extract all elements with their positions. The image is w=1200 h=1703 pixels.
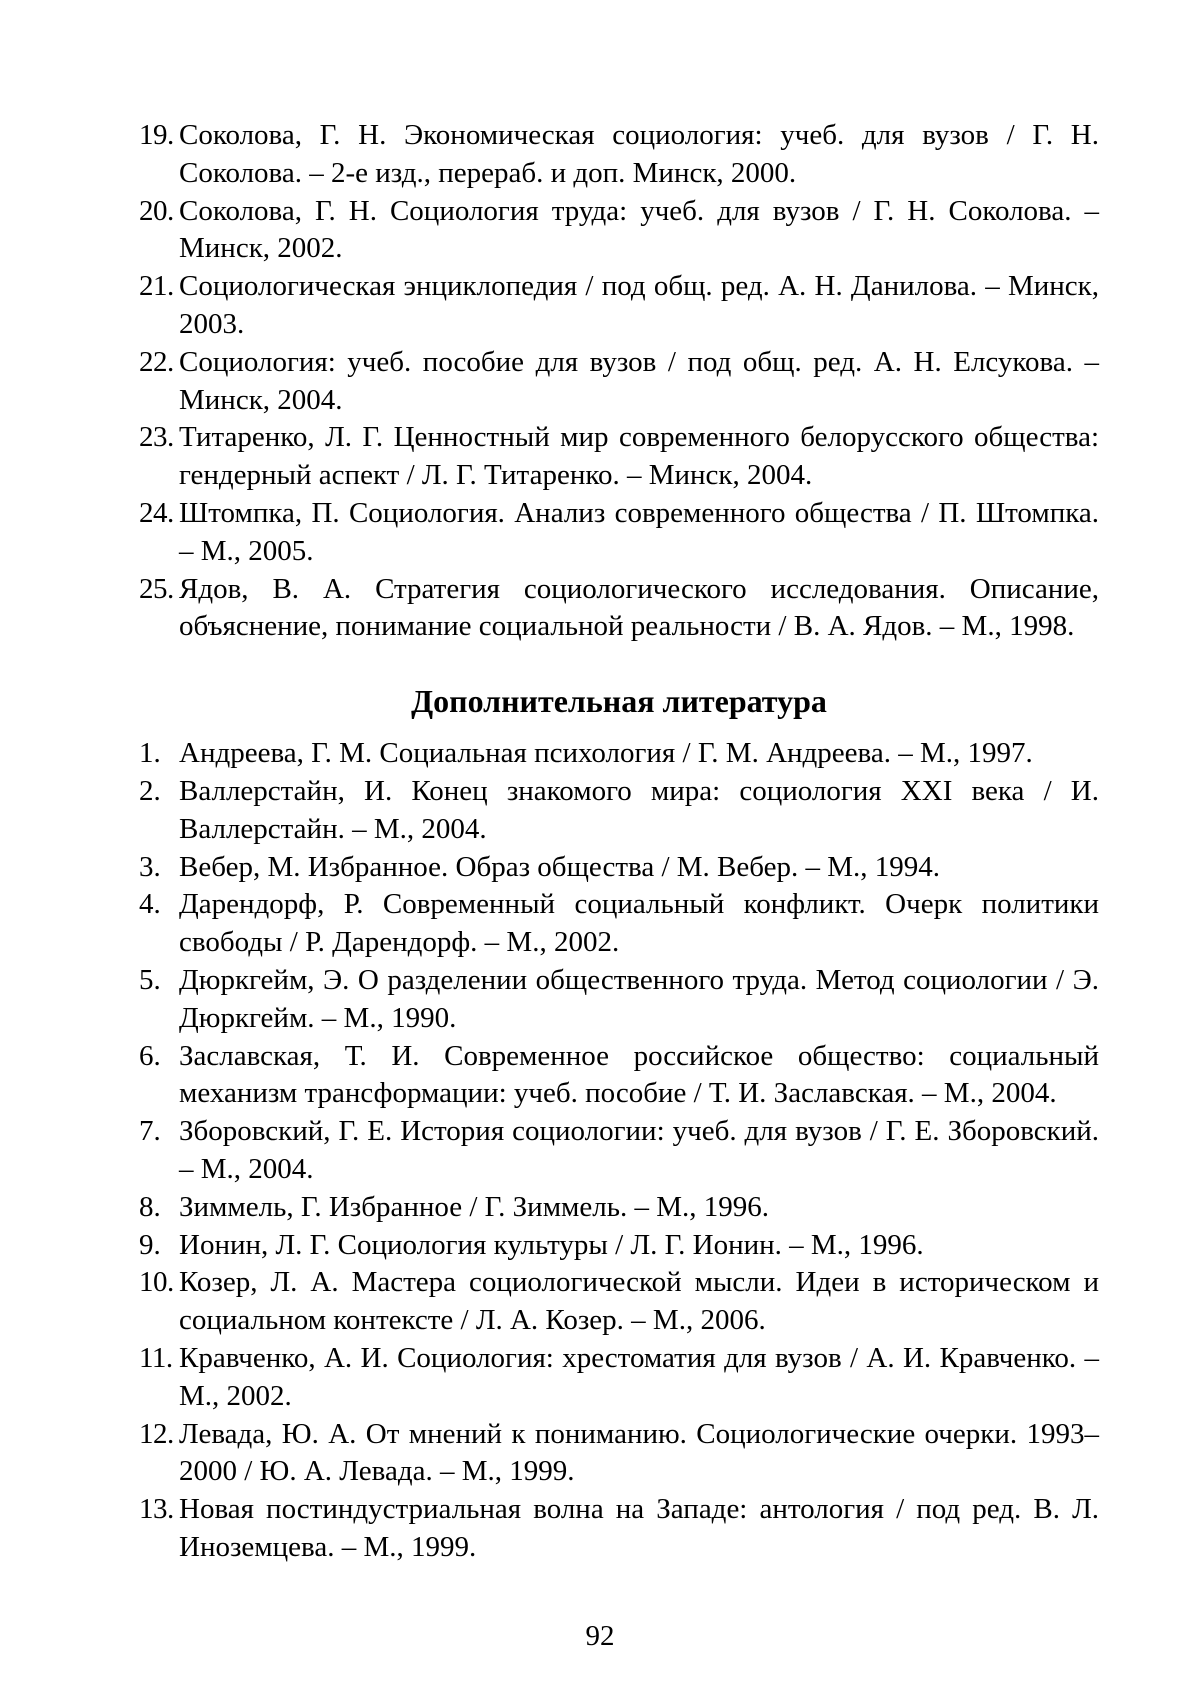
reference-item xyxy=(139,1416,1099,1492)
additional-reference-list xyxy=(139,735,1099,1567)
reference-item xyxy=(139,735,1099,773)
reference-text: Козер, Л. А. Мастера социологической мысли. Идеи в историческом и социальном контексте / Л. А. Козер. – М., 2006. xyxy=(179,1266,1099,1337)
reference-item xyxy=(139,886,1099,962)
reference-item xyxy=(139,193,1099,269)
reference-number: 9. xyxy=(139,1228,161,1261)
reference-item xyxy=(139,849,1099,887)
reference-number: 21. xyxy=(139,270,174,303)
reference-number: 8. xyxy=(139,1190,161,1223)
reference-text: Ионин, Л. Г. Социология культуры / Л. Г. Ионин. – М., 1996. xyxy=(179,1228,924,1261)
reference-number: 6. xyxy=(139,1039,161,1072)
reference-number: 24. xyxy=(139,496,174,529)
reference-number: 2. xyxy=(139,774,161,807)
reference-item xyxy=(139,1189,1099,1227)
reference-text: Социологическая энциклопедия / под общ. ред. А. Н. Данилова. – Минск, 2003. xyxy=(179,270,1099,340)
reference-text: Зборовский, Г. Е. История социологии: учеб. для вузов / Г. Е. Зборовский. – М., 2004. xyxy=(179,1115,1099,1185)
reference-item xyxy=(139,1340,1099,1416)
reference-text: Новая постиндустриальная волна на Западе: антология / под ред. В. Л. Иноземцева. – М., 1999. xyxy=(179,1493,1099,1563)
page-content xyxy=(139,117,1099,1567)
reference-item xyxy=(139,1113,1099,1189)
reference-text: Дюркгейм, Э. О разделении общественного труда. Метод социологии / Э. Дюркгейм. – М., 1990. xyxy=(179,963,1099,1034)
reference-text: Дарендорф, Р. Современный социальный конфликт. Очерк политики свободы / Р. Дарендорф. – М., 2002. xyxy=(179,888,1099,959)
reference-text: Титаренко, Л. Г. Ценностный мир современного белорусского общества: гендерный аспект / Л. Г. Титаренко. – Минск, 2004. xyxy=(179,421,1099,492)
reference-text: Андреева, Г. М. Социальная психология / Г. М. Андреева. – М., 1997. xyxy=(179,737,1033,770)
reference-item xyxy=(139,1227,1099,1265)
reference-item xyxy=(139,117,1099,193)
reference-text: Социология: учеб. пособие для вузов / под общ. ред. А. Н. Елсукова. – Минск, 2004. xyxy=(179,345,1099,416)
reference-item xyxy=(139,1038,1099,1114)
main-reference-list xyxy=(139,117,1099,646)
reference-number: 12. xyxy=(139,1417,174,1450)
reference-text: Зиммель, Г. Избранное / Г. Зиммель. – М., 1996. xyxy=(179,1190,770,1223)
reference-text: Соколова, Г. Н. Социология труда: учеб. для вузов / Г. Н. Соколова. – Минск, 2002. xyxy=(179,194,1099,265)
reference-number: 3. xyxy=(139,850,161,883)
reference-number: 25. xyxy=(139,572,174,605)
reference-item xyxy=(139,571,1099,647)
reference-item xyxy=(139,344,1099,420)
reference-text: Левада, Ю. А. От мнений к пониманию. Социологические очерки. 1993–2000 / Ю. А. Левада. – М., 1999. xyxy=(179,1417,1099,1488)
reference-number: 22. xyxy=(139,345,174,378)
reference-item xyxy=(139,773,1099,849)
reference-item xyxy=(139,1264,1099,1340)
reference-item xyxy=(139,495,1099,571)
reference-text: Штомпка, П. Социология. Анализ современного общества / П. Штомпка. – М., 2005. xyxy=(179,496,1099,567)
reference-item xyxy=(139,268,1099,344)
reference-text: Заславская, Т. И. Современное российское общество: социальный механизм трансформации: учеб. пособие / Т. И. Заславская. – М., 2004. xyxy=(179,1039,1099,1110)
reference-text: Валлерстайн, И. Конец знакомого мира: социология XXI века / И. Валлерстайн. – М., 2004. xyxy=(179,774,1099,845)
reference-number: 10. xyxy=(139,1266,174,1299)
reference-number: 5. xyxy=(139,963,161,996)
reference-number: 11. xyxy=(139,1341,173,1374)
reference-number: 4. xyxy=(139,888,161,921)
reference-item xyxy=(139,419,1099,495)
reference-text: Кравченко, А. И. Социология: хрестоматия для вузов / А. И. Кравченко. – М., 2002. xyxy=(179,1341,1099,1412)
reference-number: 7. xyxy=(139,1115,161,1148)
reference-text: Ядов, В. А. Стратегия социологического исследования. Описание, объяснение, понимание социальной реальности / В. А. Ядов. – М., 1998. xyxy=(179,572,1099,643)
reference-number: 20. xyxy=(139,194,174,227)
section-heading: Дополнительная литература xyxy=(411,683,827,720)
reference-number: 23. xyxy=(139,421,174,454)
reference-number: 19. xyxy=(139,119,174,151)
reference-number: 1. xyxy=(139,737,161,770)
reference-item xyxy=(139,1491,1099,1567)
page-number: 92 xyxy=(585,1620,615,1652)
reference-item xyxy=(139,962,1099,1038)
reference-number: 13. xyxy=(139,1493,174,1526)
reference-text: Соколова, Г. Н. Экономическая социология: учеб. для вузов / Г. Н. Соколова. – 2-е изд., перераб. и доп. Минск, 2000. xyxy=(179,119,1099,189)
reference-text: Вебер, М. Избранное. Образ общества / М. Вебер. – М., 1994. xyxy=(179,850,941,883)
